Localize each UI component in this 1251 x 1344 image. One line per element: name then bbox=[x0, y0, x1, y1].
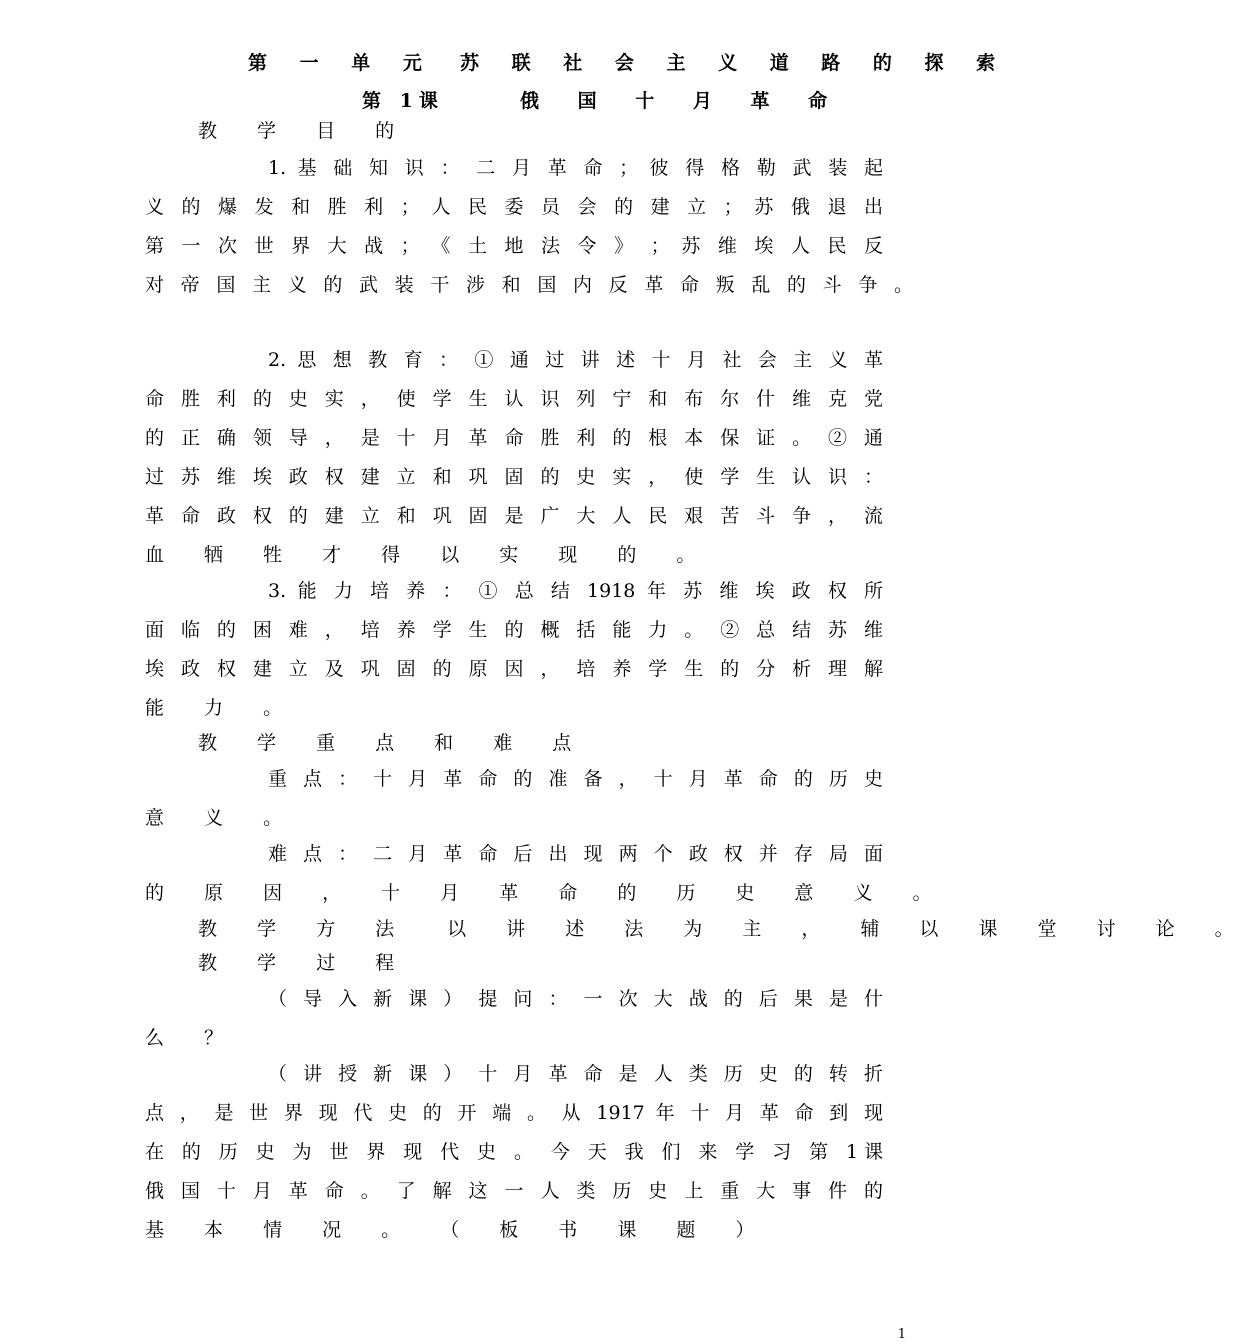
lesson-label: 第 1课 bbox=[362, 90, 444, 112]
paragraph-line: 重 点 ： 十 月 革 命 的 准 备 ， 十 月 革 命 的 历 史 bbox=[268, 768, 883, 790]
paragraph-line: 3. 能 力 培 养 ： ① 总 结 1918 年 苏 维 埃 政 权 所 bbox=[268, 580, 883, 602]
unit-label: 第 一 单 元 bbox=[248, 52, 435, 74]
section-heading-key-points: 教 学 重 点 和 难 点 bbox=[198, 732, 589, 754]
paragraph-line: 对 帝 国 主 义 的 武 装 干 涉 和 国 内 反 革 命 叛 乱 的 斗 争 。 bbox=[145, 274, 913, 296]
paragraph-line: 意 义 。 bbox=[145, 807, 300, 829]
section-heading-objectives: 教 学 目 的 bbox=[198, 120, 412, 142]
paragraph-line: 义 的 爆 发 和 胜 利 ； 人 民 委 员 会 的 建 立 ； 苏 俄 退 出 bbox=[145, 196, 883, 218]
section-heading-process: 教 学 过 程 bbox=[198, 952, 412, 974]
unit-title: 苏 联 社 会 主 义 道 路 的 探 索 bbox=[460, 52, 1009, 74]
paragraph-line: 能 力 。 bbox=[145, 697, 300, 719]
paragraph-line: 的 原 因 ， 十 月 革 命 的 历 史 意 义 。 bbox=[145, 882, 949, 904]
paragraph-line: 俄 国 十 月 革 命 。 了 解 这 一 人 类 历 史 上 重 大 事 件 的 bbox=[145, 1180, 883, 1202]
paragraph-line: （ 讲 授 新 课 ） 十 月 革 命 是 人 类 历 史 的 转 折 bbox=[268, 1063, 883, 1085]
paragraph-line: 2. 思 想 教 育 ： ① 通 过 讲 述 十 月 社 会 主 义 革 bbox=[268, 349, 883, 371]
paragraph-line: 血 牺 牲 才 得 以 实 现 的 。 bbox=[145, 544, 713, 566]
paragraph-line: 过 苏 维 埃 政 权 建 立 和 巩 固 的 史 实 ， 使 学 生 认 识 ： bbox=[145, 466, 883, 488]
paragraph-line: 面 临 的 困 难 ， 培 养 学 生 的 概 括 能 力 。 ② 总 结 苏 维 bbox=[145, 619, 883, 641]
paragraph-line: 第 一 次 世 界 大 战 ； 《 土 地 法 令 》 ； 苏 维 埃 人 民 反 bbox=[145, 235, 883, 257]
paragraph-line: 埃 政 权 建 立 及 巩 固 的 原 因 ， 培 养 学 生 的 分 析 理 解 bbox=[145, 658, 883, 680]
lesson-title: 俄 国 十 月 革 命 bbox=[520, 90, 844, 112]
paragraph-line: 革 命 政 权 的 建 立 和 巩 固 是 广 大 人 民 艰 苦 斗 争 ， 流 bbox=[145, 505, 883, 527]
paragraph-line: 点 ， 是 世 界 现 代 史 的 开 端 。 从 1917 年 十 月 革 命 到 现 bbox=[145, 1102, 883, 1124]
paragraph-line: 难 点 ： 二 月 革 命 后 出 现 两 个 政 权 并 存 局 面 bbox=[268, 843, 883, 865]
paragraph-line: 基 本 情 况 。 （ 板 书 课 题 ） bbox=[145, 1219, 772, 1241]
page-number: 1 bbox=[897, 1327, 906, 1342]
paragraph-line: 的 正 确 领 导 ， 是 十 月 革 命 胜 利 的 根 本 保 证 。 ② 通 bbox=[145, 427, 883, 449]
section-heading-methods: 教 学 方 法 以 讲 述 法 为 主 ， 辅 以 课 堂 讨 论 。 bbox=[198, 918, 1251, 940]
paragraph-line: 命 胜 利 的 史 实 ， 使 学 生 认 识 列 宁 和 布 尔 什 维 克 党 bbox=[145, 388, 883, 410]
paragraph-line: 在 的 历 史 为 世 界 现 代 史 。 今 天 我 们 来 学 习 第 1课 bbox=[145, 1141, 883, 1163]
paragraph-line: 1. 基 础 知 识 ： 二 月 革 命 ； 彼 得 格 勒 武 装 起 bbox=[268, 157, 883, 179]
paragraph-line: 么 ？ bbox=[145, 1027, 241, 1049]
paragraph-line: （ 导 入 新 课 ） 提 问 ： 一 次 大 战 的 后 果 是 什 bbox=[268, 988, 883, 1010]
